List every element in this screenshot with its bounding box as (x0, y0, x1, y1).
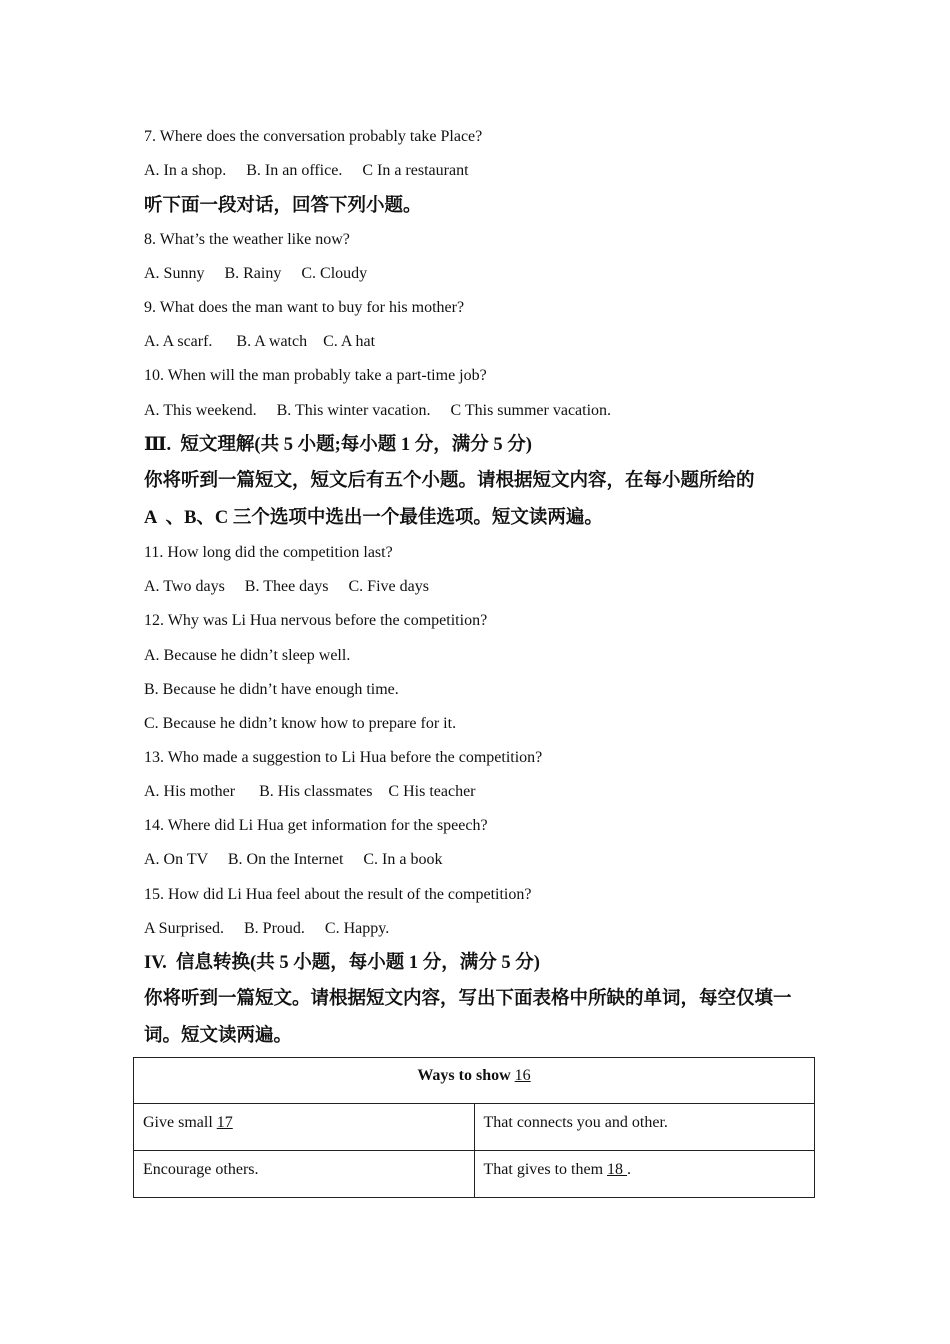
header-text: Ways to show (417, 1067, 515, 1084)
question-13-options: A. His mother B. His classmates C His teacher (144, 783, 476, 800)
question-7-options: A. In a shop. B. In an office. C In a restaurant (144, 162, 469, 179)
section-4-instruction-2: 词。短文读两遍。 (144, 1026, 293, 1046)
table-cell: That connects you and other. (474, 1104, 815, 1151)
table-cell (134, 1104, 475, 1151)
blank-18: 18 (607, 1161, 628, 1178)
cell-end: . (627, 1161, 632, 1178)
dialogue-instruction: 听下面一段对话，回答下列小题。 (144, 196, 422, 216)
question-8-options: A. Sunny B. Rainy C. Cloudy (144, 265, 368, 282)
table-header-cell (134, 1058, 815, 1104)
blank-17: 17 (216, 1114, 233, 1131)
section-3-title: Ⅲ. 短文理解(共 5 小题;每小题 1 分，满分 5 分) (144, 435, 532, 455)
question-13: 13. Who made a suggestion to Li Hua before the competition? (144, 749, 543, 766)
section-3-instruction-2: A 、B、C 三个选项中选出一个最佳选项。短文读两遍。 (144, 508, 603, 528)
section-4-title: IV. 信息转换(共 5 小题，每小题 1 分，满分 5 分) (144, 953, 540, 973)
question-10-options: A. This weekend. B. This winter vacation. C This summer vacation. (144, 402, 612, 419)
question-14-options: A. On TV B. On the Internet C. In a book (144, 851, 443, 868)
table-row (134, 1151, 815, 1198)
question-12: 12. Why was Li Hua nervous before the competition? (144, 612, 488, 629)
cell-text: That gives to them (483, 1161, 608, 1178)
question-14: 14. Where did Li Hua get information for the speech? (144, 817, 488, 834)
question-15: 15. How did Li Hua feel about the result of the competition? (144, 886, 532, 903)
blank-16: 16 (514, 1067, 531, 1084)
question-11-options: A. Two days B. Thee days C. Five days (144, 578, 429, 595)
question-9: 9. What does the man want to buy for his mother? (144, 299, 465, 316)
table-cell: Encourage others. (134, 1151, 475, 1198)
question-7: 7. Where does the conversation probably take Place? (144, 128, 483, 145)
information-table (133, 1057, 815, 1198)
question-12-option-c: C. Because he didn’t know how to prepare for it. (144, 715, 457, 732)
question-12-option-a: A. Because he didn’t sleep well. (144, 647, 351, 664)
table-row (134, 1058, 815, 1104)
section-3-instruction-1: 你将听到一篇短文，短文后有五个小题。请根据短文内容，在每小题所给的 (144, 471, 755, 491)
question-12-option-b: B. Because he didn’t have enough time. (144, 681, 399, 698)
question-15-options: A Surprised. B. Proud. C. Happy. (144, 920, 390, 937)
question-9-options: A. A scarf. B. A watch C. A hat (144, 333, 376, 350)
table-row (134, 1104, 815, 1151)
section-4-instruction-1: 你将听到一篇短文。请根据短文内容，写出下面表格中所缺的单词，每空仅填一 (144, 989, 792, 1009)
question-8: 8. What’s the weather like now? (144, 231, 350, 248)
question-11: 11. How long did the competition last? (144, 544, 393, 561)
table-cell (474, 1151, 815, 1198)
cell-text: Give small (143, 1114, 217, 1131)
question-10: 10. When will the man probably take a part-time job? (144, 367, 487, 384)
